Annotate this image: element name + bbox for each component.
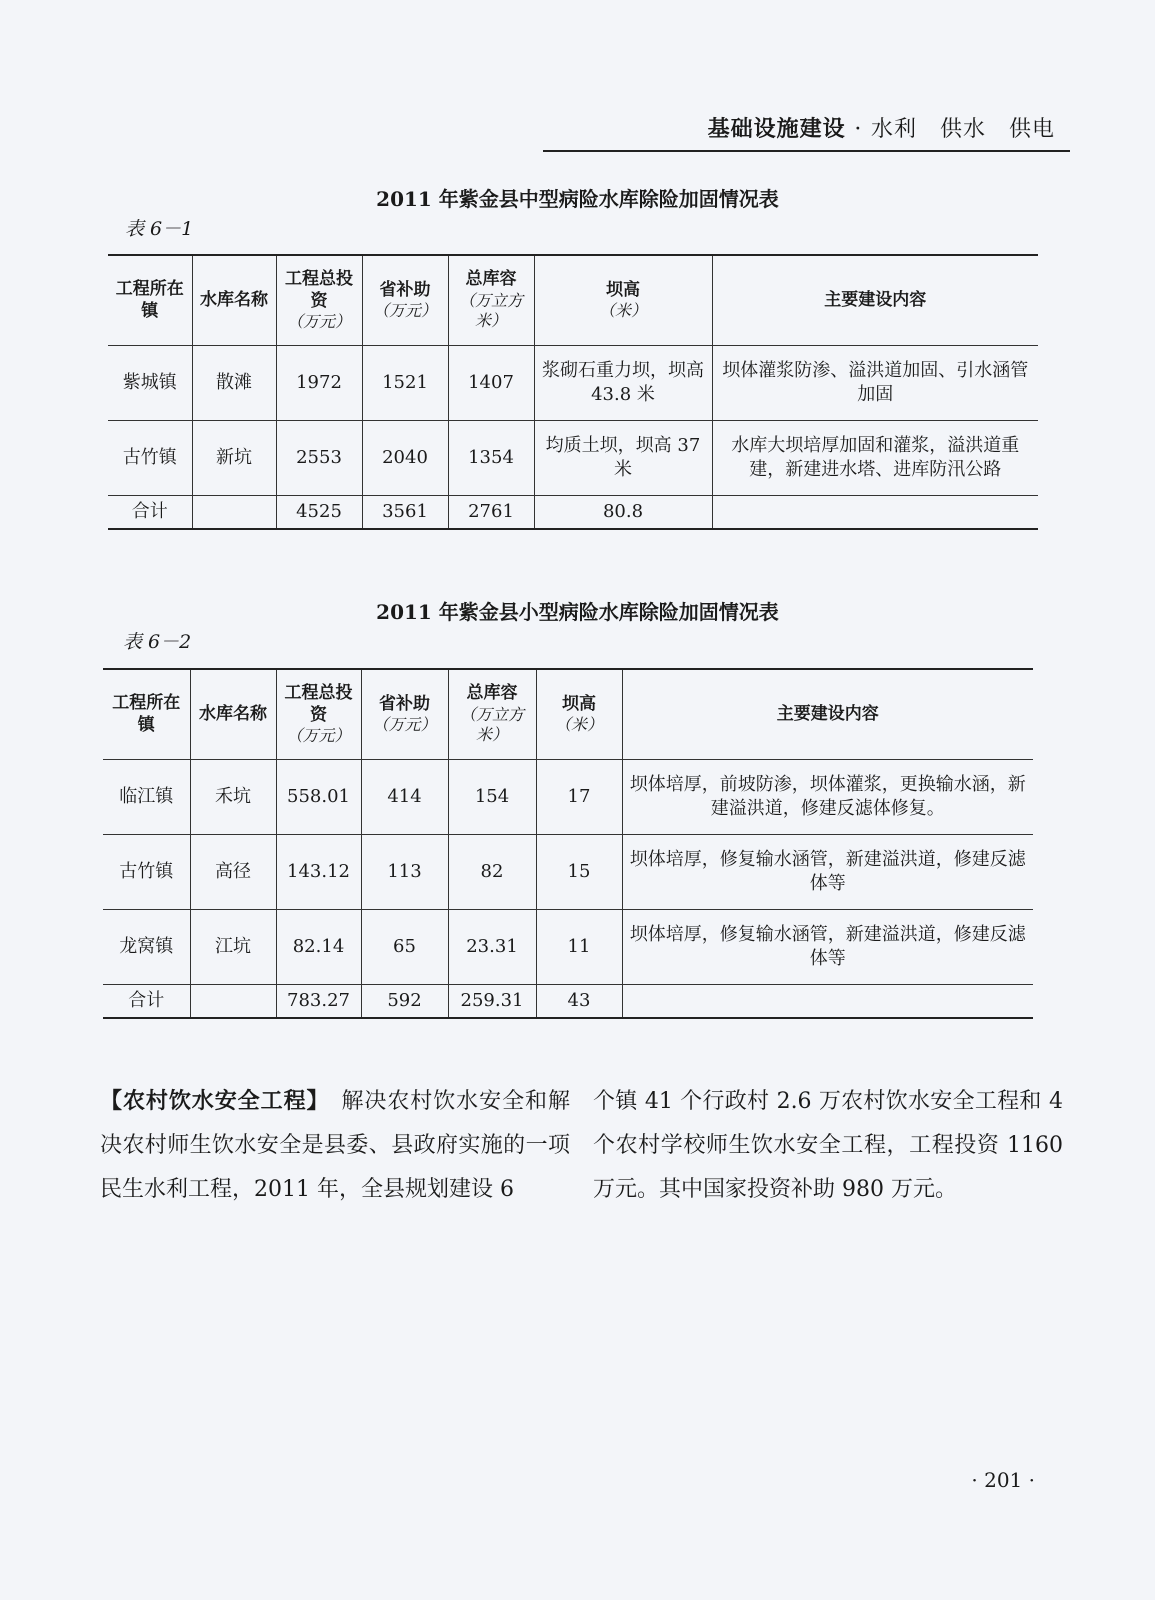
table1-header-subsidy-unit: （万元） — [372, 300, 437, 320]
table2-cell-capacity: 82 — [448, 834, 536, 909]
table1-cell-capacity: 1407 — [448, 345, 534, 420]
table2-cell-town: 龙窝镇 — [103, 909, 190, 984]
running-head-dot: · — [854, 117, 863, 142]
table2-cell-content: 坝体培厚，修复输水涵管，新建溢洪道，修建反滤体等 — [622, 909, 1033, 984]
table2 — [103, 668, 1033, 1019]
table2-total-name — [190, 984, 276, 1018]
table2-cell-subsidy: 113 — [361, 834, 448, 909]
table1-header-capacity — [448, 255, 534, 345]
table2-header-invest-label: 工程总投资 — [284, 682, 353, 725]
table1-cell-town: 紫城镇 — [108, 345, 192, 420]
table-row — [103, 834, 1033, 909]
table1-cell-town: 古竹镇 — [108, 420, 192, 495]
table1-header-subsidy-label: 省补助 — [379, 279, 431, 300]
table1-cell-height: 均质土坝，坝高 37 米 — [534, 420, 712, 495]
table2-cell-town: 临江镇 — [103, 759, 190, 834]
running-head — [540, 112, 1055, 143]
page-number: · 201 · — [971, 1468, 1035, 1492]
table-row — [108, 420, 1038, 495]
table2-total-subsidy: 592 — [361, 984, 448, 1018]
table1-total-label: 合计 — [108, 495, 192, 529]
table1-header-name: 水库名称 — [192, 255, 276, 345]
table2-title: 2011 年紫金县小型病险水库除险加固情况表 — [376, 600, 779, 624]
article-tag: 【农村饮水安全工程】 — [100, 1089, 319, 1114]
table2-cell-town: 古竹镇 — [103, 834, 190, 909]
table1-header-content: 主要建设内容 — [712, 255, 1038, 345]
table1-cell-invest: 2553 — [276, 420, 362, 495]
table2-cell-height: 17 — [536, 759, 622, 834]
table2-cell-subsidy: 414 — [361, 759, 448, 834]
table1-header-row — [108, 255, 1038, 345]
table2-cell-name: 高径 — [190, 834, 276, 909]
table1 — [108, 254, 1038, 530]
table2-total-invest: 783.27 — [276, 984, 361, 1018]
table2-cell-subsidy: 65 — [361, 909, 448, 984]
table1-header-height-unit: （米） — [598, 300, 647, 320]
table2-header-capacity-unit: （万立方米） — [459, 704, 524, 745]
article-column-2 — [593, 1080, 1063, 1212]
table1-total-capacity: 2761 — [448, 495, 534, 529]
table2-header-invest-unit: （万元） — [286, 725, 351, 745]
table1-total-name — [192, 495, 276, 529]
table2-header-invest — [276, 669, 361, 759]
table1-cell-name: 散滩 — [192, 345, 276, 420]
table-row — [103, 759, 1033, 834]
table1-cell-content: 水库大坝培厚加固和灌浆，溢洪道重建，新建进水塔、进库防汛公路 — [712, 420, 1038, 495]
table2-header-subsidy — [361, 669, 448, 759]
running-head-rest: 水利 供水 供电 — [870, 117, 1055, 142]
table1-header-height-label: 坝高 — [606, 279, 640, 300]
table2-header-height-unit: （米） — [554, 714, 603, 734]
table2-cell-name: 禾坑 — [190, 759, 276, 834]
table2-total-row — [103, 984, 1033, 1018]
header-rule — [543, 150, 1070, 152]
running-head-bold: 基础设施建设 — [707, 117, 846, 142]
table1-cell-content: 坝体灌浆防渗、溢洪道加固、引水涵管加固 — [712, 345, 1038, 420]
table1-cell-subsidy: 2040 — [362, 420, 448, 495]
table2-header-subsidy-label: 省补助 — [379, 693, 430, 714]
table2-header-name: 水库名称 — [190, 669, 276, 759]
table1-header-capacity-label: 总库容 — [465, 269, 517, 290]
table1-cell-name: 新坑 — [192, 420, 276, 495]
table2-header-subsidy-unit: （万元） — [372, 714, 437, 734]
table1-total-content — [712, 495, 1038, 529]
table2-cell-invest: 143.12 — [276, 834, 361, 909]
table1-total-row — [108, 495, 1038, 529]
table1-cell-subsidy: 1521 — [362, 345, 448, 420]
table2-header-content: 主要建设内容 — [622, 669, 1033, 759]
table1-cell-height: 浆砌石重力坝，坝高 43.8 米 — [534, 345, 712, 420]
table2-cell-invest: 82.14 — [276, 909, 361, 984]
table1-header-subsidy — [362, 255, 448, 345]
table2-header-row — [103, 669, 1033, 759]
table2-number: 表 6－2 — [123, 631, 192, 653]
table1-total-height: 80.8 — [534, 495, 712, 529]
table2-total-height: 43 — [536, 984, 622, 1018]
table2-header-capacity-label: 总库容 — [466, 683, 518, 704]
table2-cell-height: 11 — [536, 909, 622, 984]
table1-number: 表 6－1 — [125, 218, 194, 240]
table2-cell-invest: 558.01 — [276, 759, 361, 834]
table1-header-capacity-unit: （万立方米） — [458, 290, 523, 331]
table2-cell-height: 15 — [536, 834, 622, 909]
table2-cell-capacity: 23.31 — [448, 909, 536, 984]
table1-cell-capacity: 1354 — [448, 420, 534, 495]
table1-total-invest: 4525 — [276, 495, 362, 529]
table1-header-height — [534, 255, 712, 345]
table2-total-capacity: 259.31 — [448, 984, 536, 1018]
table1-header-invest — [276, 255, 362, 345]
table2-cell-capacity: 154 — [448, 759, 536, 834]
table1-total-subsidy: 3561 — [362, 495, 448, 529]
table2-header-capacity — [448, 669, 536, 759]
table1-header-town: 工程所在镇 — [108, 255, 192, 345]
table2-header-town: 工程所在镇 — [103, 669, 190, 759]
table2-cell-content: 坝体培厚，前坡防渗，坝体灌浆，更换输水涵，新建溢洪道，修建反滤体修复。 — [622, 759, 1033, 834]
table-row — [103, 909, 1033, 984]
table1-cell-invest: 1972 — [276, 345, 362, 420]
table2-header-height — [536, 669, 622, 759]
table-row — [108, 345, 1038, 420]
table1-title: 2011 年紫金县中型病险水库除险加固情况表 — [376, 187, 779, 211]
table2-cell-name: 江坑 — [190, 909, 276, 984]
table2-cell-content: 坝体培厚，修复输水涵管，新建溢洪道，修建反滤体等 — [622, 834, 1033, 909]
table1-header-invest-unit: （万元） — [286, 311, 351, 331]
article-column-1 — [100, 1080, 570, 1212]
table2-total-content — [622, 984, 1033, 1018]
table1-header-invest-label: 工程总投资 — [285, 268, 353, 311]
table2-header-height-label: 坝高 — [562, 693, 596, 714]
table2-total-label: 合计 — [103, 984, 190, 1018]
article-col2-text: 个镇 41 个行政村 2.6 万农村饮水安全工程和 4 个农村学校师生饮水安全工程，工程投资 1160 万元。其中国家投资补助 980 万元。 — [593, 1089, 1063, 1202]
article-col1-text: 解决农村饮水安全和解决农村师生饮水安全是县委、县政府实施的一项民生水利工程，2011 年，全县规划建设 6 — [100, 1089, 570, 1202]
